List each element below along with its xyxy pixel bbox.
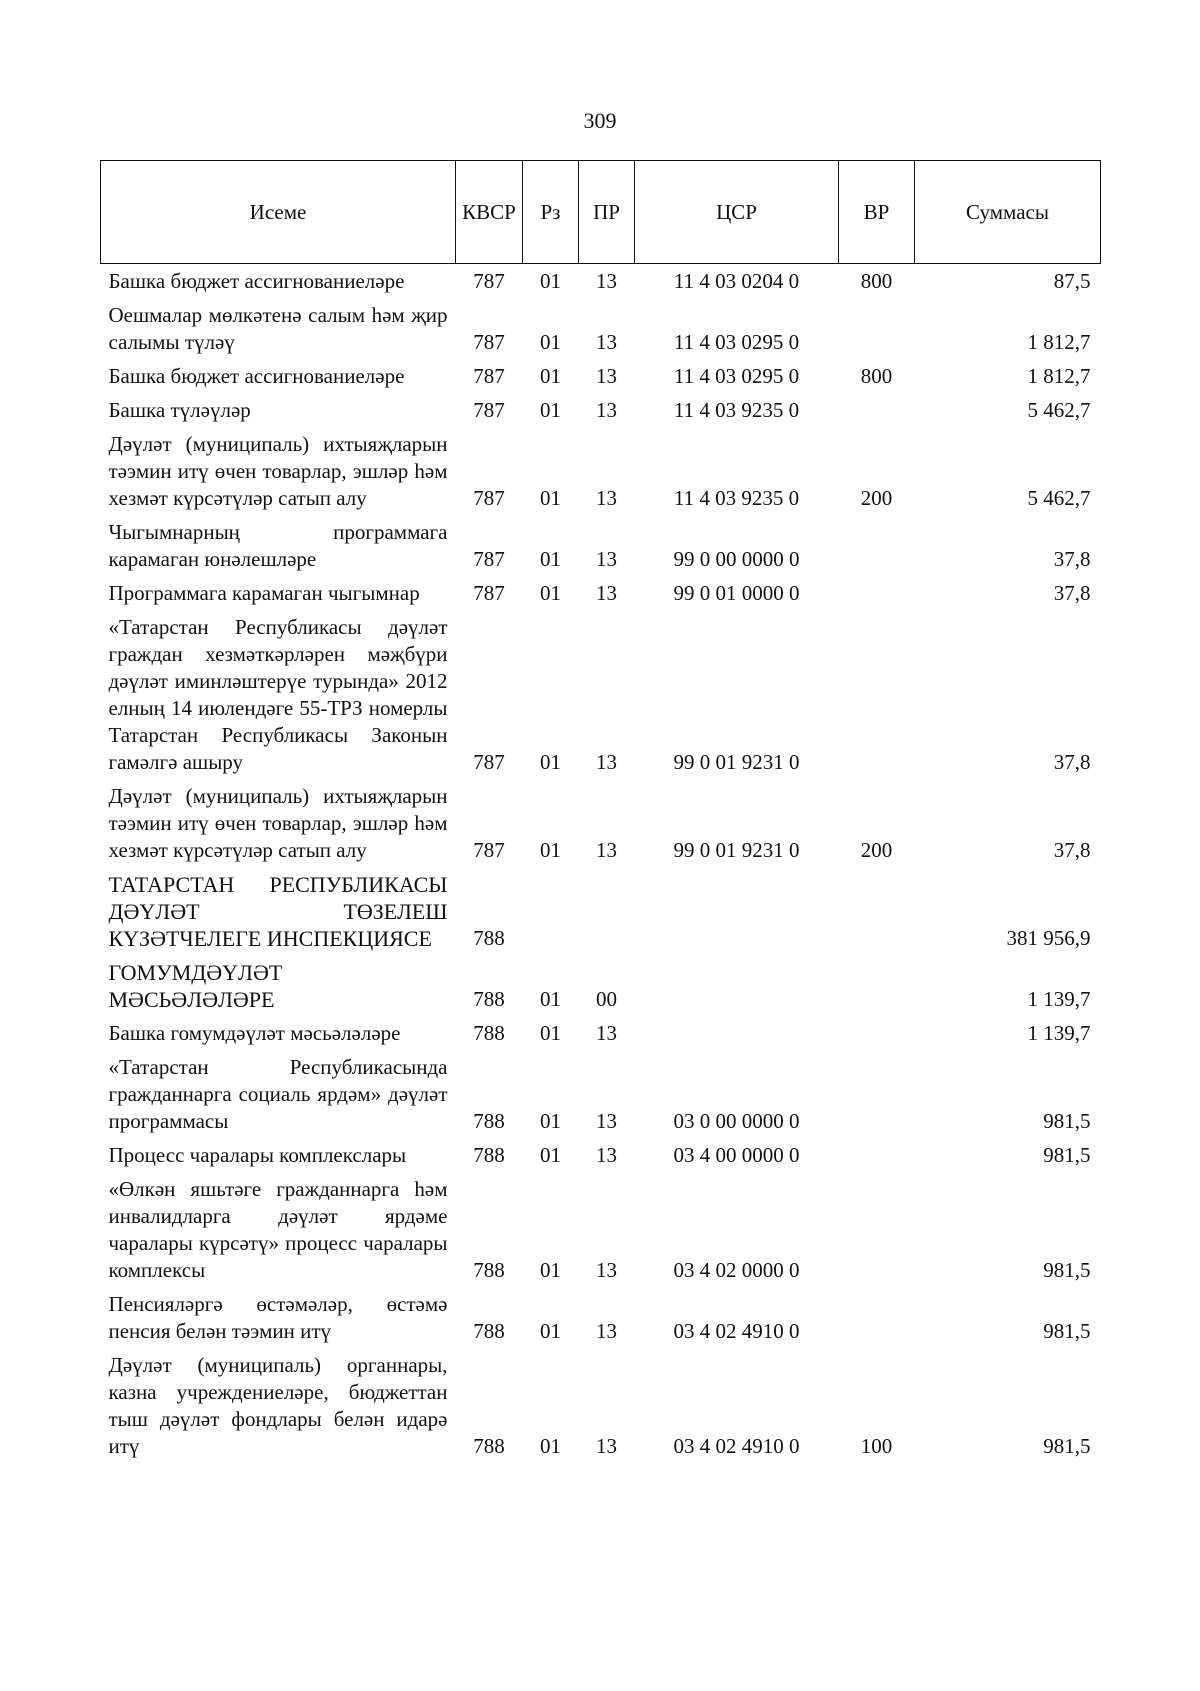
cell-pr: 13 [596, 1258, 617, 1282]
table-header [101, 161, 1101, 264]
cell-pr: 13 [596, 330, 617, 354]
cell-rz: 01 [540, 269, 561, 293]
cell-kvsr: 788 [473, 1143, 505, 1167]
cell-sum: 381 956,9 [1006, 926, 1091, 950]
cell-pr: 13 [596, 750, 617, 774]
cell-rz: 01 [540, 330, 561, 354]
cell-name: Башка гомумдәүләт мәсьәләләре [108, 1021, 401, 1045]
table-row [101, 1138, 1101, 1172]
cell-rz: 01 [540, 486, 561, 510]
cell-vr [839, 1050, 915, 1138]
cell-vr [839, 393, 915, 427]
cell-rz [523, 867, 579, 955]
table-body [101, 264, 1101, 1464]
cell-sum: 1 139,7 [1027, 987, 1091, 1011]
cell-vr [839, 515, 915, 576]
cell-rz: 01 [540, 1434, 561, 1458]
table-row [101, 298, 1101, 359]
cell-name: Дәүләт (муниципаль) органнары, казна учреждениеләре, бюджеттан тыш дәүләт фондлары белән идарә итү [108, 1353, 448, 1458]
header-row [101, 161, 1101, 264]
cell-vr: 100 [860, 1434, 893, 1458]
cell-kvsr: 787 [473, 330, 505, 354]
cell-rz: 01 [540, 1021, 561, 1045]
cell-vr [839, 1138, 915, 1172]
cell-csr: 11 4 03 0295 0 [673, 330, 800, 354]
cell-sum: 1 139,7 [1027, 1021, 1091, 1045]
cell-vr [839, 1016, 915, 1050]
header-sum: Суммасы [915, 161, 1101, 264]
cell-sum: 37,8 [1053, 581, 1091, 605]
header-vr: ВР [839, 161, 915, 264]
cell-rz: 01 [540, 1258, 561, 1282]
cell-kvsr: 787 [473, 269, 505, 293]
header-pr: ПР [579, 161, 635, 264]
cell-name: ТАТАРСТАН РЕСПУБЛИКАСЫ ДӘҮЛӘТ ТӨЗЕЛЕШ КҮЗӘТЧЕЛЕГЕ ИНСПЕКЦИЯСЕ [108, 872, 448, 951]
header-rz: Рз [523, 161, 579, 264]
cell-rz: 01 [540, 1143, 561, 1167]
table-row [101, 1016, 1101, 1050]
cell-name: Оешмалар мөлкәтенә салым һәм җир салымы түләү [108, 303, 448, 354]
cell-kvsr: 787 [473, 364, 505, 388]
cell-pr: 13 [596, 398, 617, 422]
cell-csr [635, 867, 839, 955]
cell-kvsr: 788 [473, 1021, 505, 1045]
cell-vr [839, 610, 915, 779]
cell-name: «Татарстан Республикасы дәүләт граждан хезмәткәрләрен мәҗбүри дәүләт иминләштерүе турында» 2012 елның 14 июлендәге 55-ТРЗ номерлы Татарстан Республикасы Законын гамәлгә ашыру [108, 615, 448, 774]
table-row [101, 393, 1101, 427]
cell-csr: 99 0 01 9231 0 [673, 838, 800, 862]
cell-vr [839, 1172, 915, 1287]
cell-pr: 13 [596, 581, 617, 605]
cell-rz: 01 [540, 581, 561, 605]
cell-name: Дәүләт (муниципаль) ихтыяҗларын тәэмин итү өчен товарлар, эшләр һәм хезмәт күрсәтүләр сатып алу [108, 432, 448, 510]
cell-name: Программага карамаган чыгымнар [108, 581, 420, 605]
cell-csr: 11 4 03 0204 0 [673, 269, 800, 293]
cell-kvsr: 787 [473, 547, 505, 571]
cell-sum: 1 812,7 [1027, 364, 1091, 388]
table-row [101, 779, 1101, 867]
cell-vr: 800 [860, 269, 893, 293]
table-row [101, 610, 1101, 779]
cell-pr: 13 [596, 838, 617, 862]
cell-name: «Татарстан Республикасында гражданнарга социаль ярдәм» дәүләт программасы [108, 1055, 448, 1133]
table-row [101, 359, 1101, 393]
cell-name: Процесс чаралары комплекслары [108, 1143, 407, 1167]
cell-csr: 03 0 00 0000 0 [673, 1109, 800, 1133]
cell-sum: 1 812,7 [1027, 330, 1091, 354]
cell-rz: 01 [540, 838, 561, 862]
page-number: 309 [583, 108, 617, 133]
header-kvsr: КВСР [456, 161, 523, 264]
cell-sum: 981,5 [1043, 1109, 1091, 1133]
cell-kvsr: 787 [473, 486, 505, 510]
cell-csr: 11 4 03 0295 0 [673, 364, 800, 388]
cell-pr: 13 [596, 1319, 617, 1343]
table-row [101, 1172, 1101, 1287]
cell-vr [839, 298, 915, 359]
cell-pr: 13 [596, 269, 617, 293]
table-row [101, 576, 1101, 610]
cell-csr: 03 4 02 4910 0 [673, 1434, 800, 1458]
budget-table-container [100, 160, 1100, 1463]
cell-csr: 99 0 00 0000 0 [673, 547, 800, 571]
cell-rz: 01 [540, 364, 561, 388]
cell-name: Башка түләүләр [108, 398, 251, 422]
cell-csr: 11 4 03 9235 0 [673, 486, 800, 510]
cell-pr: 00 [596, 987, 617, 1011]
cell-rz: 01 [540, 398, 561, 422]
table-row [101, 867, 1101, 955]
cell-kvsr: 787 [473, 750, 505, 774]
cell-vr [839, 1287, 915, 1348]
table-row [101, 1050, 1101, 1138]
cell-name: Башка бюджет ассигнованиеләре [108, 364, 405, 388]
cell-name: Башка бюджет ассигнованиеләре [108, 269, 405, 293]
cell-csr: 99 0 01 0000 0 [673, 581, 800, 605]
cell-name: ГОМУМДӘҮЛӘТ МӘСЬӘЛӘЛӘРЕ [108, 960, 283, 1012]
table-row [101, 955, 1101, 1016]
cell-kvsr: 788 [473, 987, 505, 1011]
header-csr: ЦСР [635, 161, 839, 264]
cell-sum: 37,8 [1053, 838, 1091, 862]
cell-kvsr: 788 [473, 1258, 505, 1282]
cell-csr: 03 4 02 4910 0 [673, 1319, 800, 1343]
cell-kvsr: 788 [473, 1319, 505, 1343]
cell-name: Дәүләт (муниципаль) ихтыяҗларын тәэмин итү өчен товарлар, эшләр һәм хезмәт күрсәтүләр сатып алу [108, 784, 448, 862]
cell-csr: 03 4 00 0000 0 [673, 1143, 800, 1167]
budget-table [100, 160, 1101, 1463]
cell-pr: 13 [596, 1143, 617, 1167]
cell-csr [635, 955, 839, 1016]
cell-sum: 37,8 [1053, 750, 1091, 774]
cell-kvsr: 787 [473, 838, 505, 862]
cell-sum: 981,5 [1043, 1319, 1091, 1343]
cell-vr: 200 [860, 838, 893, 862]
cell-kvsr: 788 [473, 1434, 505, 1458]
cell-csr [635, 1016, 839, 1050]
cell-rz: 01 [540, 547, 561, 571]
cell-pr: 13 [596, 547, 617, 571]
cell-csr: 03 4 02 0000 0 [673, 1258, 800, 1282]
cell-vr: 200 [860, 486, 893, 510]
cell-rz: 01 [540, 1109, 561, 1133]
cell-pr: 13 [596, 1109, 617, 1133]
table-row [101, 1348, 1101, 1463]
table-row [101, 264, 1101, 299]
cell-kvsr: 787 [473, 398, 505, 422]
table-row [101, 1287, 1101, 1348]
cell-vr [839, 576, 915, 610]
cell-pr: 13 [596, 1021, 617, 1045]
cell-pr: 13 [596, 486, 617, 510]
cell-vr: 800 [860, 364, 893, 388]
cell-rz: 01 [540, 1319, 561, 1343]
cell-sum: 981,5 [1043, 1258, 1091, 1282]
cell-sum: 5 462,7 [1027, 398, 1091, 422]
cell-sum: 87,5 [1053, 269, 1091, 293]
cell-name: Пенсияләргә өстәмәләр, өстәмә пенсия белән тәэмин итү [108, 1292, 448, 1343]
cell-rz: 01 [540, 750, 561, 774]
cell-kvsr: 788 [473, 1109, 505, 1133]
header-name: Исеме [101, 161, 456, 264]
cell-name: «Өлкән яшьтәге гражданнарга һәм инвалидларга дәүләт ярдәме чаралары күрсәтү» процесс чаралары комплексы [108, 1177, 448, 1282]
cell-vr [839, 955, 915, 1016]
cell-rz: 01 [540, 987, 561, 1011]
table-row [101, 515, 1101, 576]
cell-kvsr: 787 [473, 581, 505, 605]
cell-kvsr: 788 [473, 926, 505, 950]
cell-csr: 11 4 03 9235 0 [673, 398, 800, 422]
cell-sum: 5 462,7 [1027, 486, 1091, 510]
cell-name: Чыгымнарның программага карамаган юнәлешләре [108, 520, 448, 571]
cell-pr [579, 867, 635, 955]
cell-sum: 981,5 [1043, 1434, 1091, 1458]
cell-vr [839, 867, 915, 955]
cell-sum: 37,8 [1053, 547, 1091, 571]
cell-pr: 13 [596, 1434, 617, 1458]
cell-csr: 99 0 01 9231 0 [673, 750, 800, 774]
cell-sum: 981,5 [1043, 1143, 1091, 1167]
cell-pr: 13 [596, 364, 617, 388]
table-row [101, 427, 1101, 515]
